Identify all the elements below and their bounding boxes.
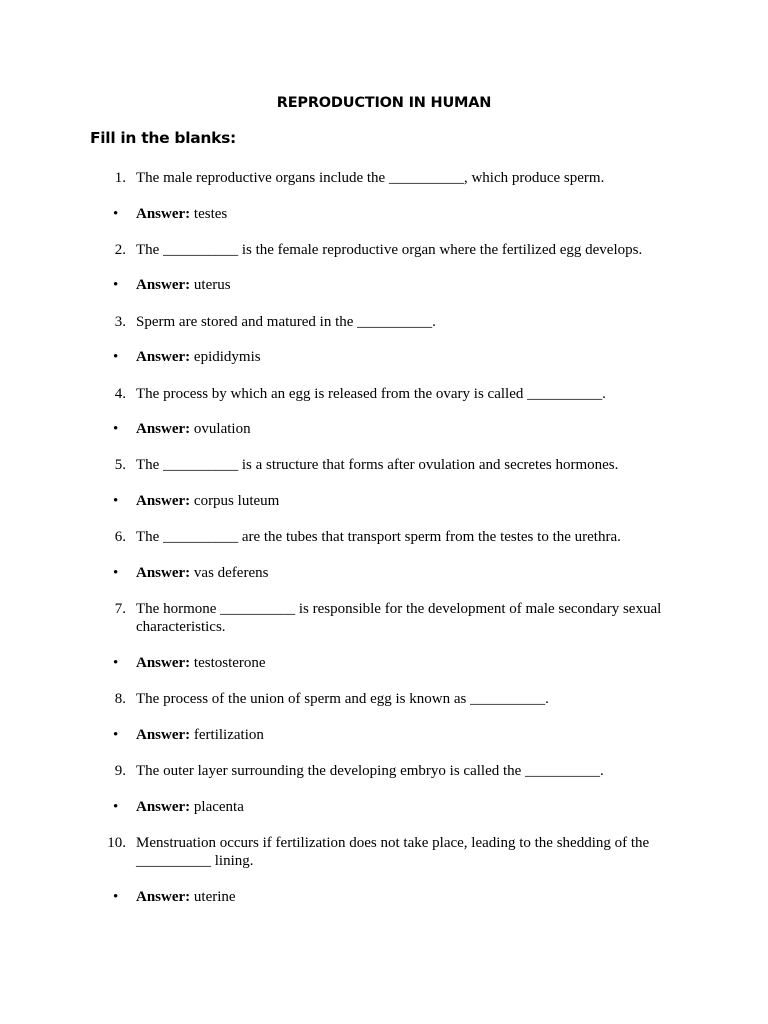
bullet-icon: • [113, 277, 119, 293]
answer-value: uterine [193, 889, 236, 905]
answer-text [136, 564, 676, 582]
question-number: 10. [107, 835, 126, 851]
bullet-icon: • [113, 349, 119, 365]
answer-label: Answer: [136, 727, 191, 743]
answer-label: Answer: [136, 799, 191, 815]
bullet-icon: • [113, 655, 119, 671]
question-number: 2. [114, 242, 126, 258]
answer-value: fertilization [193, 727, 264, 743]
answer-value: testes [193, 206, 228, 222]
bullet-icon: • [113, 727, 119, 743]
answer-label: Answer: [136, 206, 191, 222]
answer-value: vas deferens [193, 565, 269, 581]
question-text: Sperm are stored and matured in the __________. [136, 314, 436, 330]
answer-label: Answer: [136, 421, 191, 437]
answer-text [136, 348, 676, 366]
answer-value: placenta [193, 799, 244, 815]
question-text: The __________ are the tubes that transport sperm from the testes to the urethra. [136, 529, 621, 545]
answer-text [136, 888, 676, 906]
answer-value: uterus [193, 277, 231, 293]
answer-text [136, 420, 676, 438]
answer-value: ovulation [193, 421, 251, 437]
bullet-icon: • [113, 565, 119, 581]
question-number: 4. [114, 386, 126, 402]
answer-text [136, 726, 676, 744]
question-text: The process of the union of sperm and egg is known as __________. [136, 691, 549, 707]
answer-label: Answer: [136, 493, 191, 509]
question-text: The process by which an egg is released from the ovary is called __________. [136, 386, 606, 402]
question-text: The __________ is a structure that forms after ovulation and secretes hormones. [136, 457, 619, 473]
answer-text [136, 798, 676, 816]
answer-label: Answer: [136, 277, 191, 293]
page-title: REPRODUCTION IN HUMAN [276, 95, 492, 111]
answer-text [136, 492, 676, 510]
bullet-icon: • [113, 421, 119, 437]
question-number: 6. [114, 529, 126, 545]
bullet-icon: • [113, 493, 119, 509]
bullet-icon: • [113, 799, 119, 815]
question-number: 7. [114, 601, 126, 617]
answer-text [136, 654, 676, 672]
bullet-icon: • [113, 889, 119, 905]
answer-label: Answer: [136, 655, 191, 671]
question-number: 3. [114, 314, 126, 330]
question-text: The __________ is the female reproductive organ where the fertilized egg develops. [136, 242, 643, 258]
question-text: The male reproductive organs include the __________, which produce sperm. [136, 170, 605, 186]
question-number: 9. [114, 763, 126, 779]
answer-value: epididymis [193, 349, 261, 365]
bullet-icon: • [113, 206, 119, 222]
question-number: 1. [114, 170, 126, 186]
question-text: The outer layer surrounding the developing embryo is called the __________. [136, 763, 604, 779]
answer-label: Answer: [136, 565, 191, 581]
question-text: The hormone __________ is responsible for the development of male secondary sexual characteristics. [136, 601, 662, 635]
section-heading: Fill in the blanks: [90, 129, 236, 147]
question-number: 8. [114, 691, 126, 707]
answer-value: testosterone [193, 655, 266, 671]
answer-label: Answer: [136, 349, 191, 365]
answer-value: corpus luteum [193, 493, 280, 509]
answer-text [136, 276, 676, 294]
question-text: Menstruation occurs if fertilization does not take place, leading to the shedding of the __________ lining. [136, 835, 650, 869]
answer-label: Answer: [136, 889, 191, 905]
answer-text [136, 205, 676, 223]
question-number: 5. [114, 457, 126, 473]
